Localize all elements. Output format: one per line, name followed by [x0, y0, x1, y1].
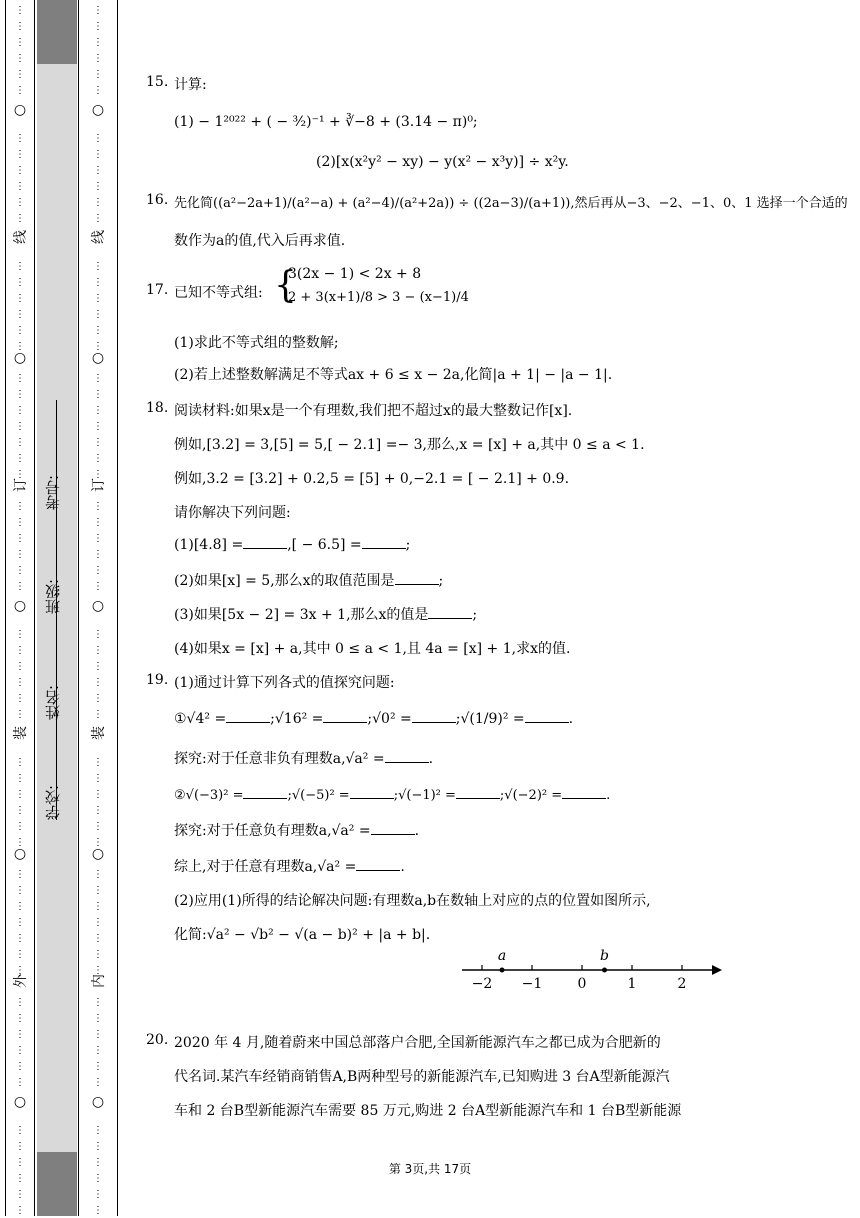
inner-cut-char: 订 — [91, 478, 107, 492]
outer-dot: ⋮ — [15, 1173, 25, 1184]
answer-blank[interactable] — [412, 710, 456, 723]
outer-dot: ⋮ — [15, 293, 25, 304]
exam-number-label: 考号: — [44, 474, 62, 510]
outer-dot: ⋮ — [15, 85, 25, 96]
outer-dot: ⋮ — [15, 21, 25, 32]
inner-dot: ⋮ — [93, 1061, 103, 1072]
inner-dot: ⋮ — [93, 757, 103, 768]
inner-dot: ⋮ — [93, 1205, 103, 1216]
inner-dot: ⋮ — [93, 1125, 103, 1136]
outer-dot: ⋮ — [15, 261, 25, 272]
question-19-explore-1: 探究:对于任意非负有理数a,√a² = . — [174, 751, 434, 767]
question-number: 16. — [146, 192, 169, 208]
inner-dot: ⋮ — [93, 837, 103, 848]
inner-dot: ⋮ — [93, 501, 103, 512]
outer-circle-mark: ○ — [13, 350, 27, 366]
inner-circle-mark: ○ — [91, 1094, 105, 1110]
question-18-line-3: 例如,3.2 = [3.2] + 0.2,5 = [5] + 0,−2.1 = [ − 2.1] + 0.9. — [174, 471, 570, 487]
inner-dot: ⋮ — [93, 693, 103, 704]
inner-dot: ⋮ — [93, 933, 103, 944]
outer-dot: ⋮ — [15, 69, 25, 80]
inner-dot: ⋮ — [93, 629, 103, 640]
outer-cut-char: 线 — [13, 230, 29, 244]
outer-cut-char: 订 — [13, 478, 29, 492]
inner-dot: ⋮ — [93, 869, 103, 880]
outer-dot: ⋮ — [15, 165, 25, 176]
inner-dot: ⋮ — [93, 37, 103, 48]
answer-blank[interactable] — [525, 710, 569, 723]
question-17-part-2: (2)若上述整数解满足不等式ax + 6 ≤ x − 2a,化简|a + 1| − |a − 1|. — [174, 367, 613, 383]
point-b-dot — [602, 968, 607, 973]
outer-dot: ⋮ — [15, 453, 25, 464]
outer-dot: ⋮ — [15, 789, 25, 800]
question-number: 18. — [146, 400, 169, 416]
class-label: 班级: — [44, 578, 62, 614]
outer-dot: ⋮ — [15, 341, 25, 352]
outer-dot: ⋮ — [15, 1125, 25, 1136]
outer-dot: ⋮ — [15, 885, 25, 896]
inner-dot: ⋮ — [93, 1173, 103, 1184]
answer-blank[interactable] — [243, 536, 287, 549]
inequality-2: 2 + 3(x+1)/8 > 3 − (x−1)/4 — [288, 290, 469, 305]
outer-dot: ⋮ — [15, 1045, 25, 1056]
inner-dot: ⋮ — [93, 789, 103, 800]
binding-margin — [0, 0, 118, 1216]
outer-dot: ⋮ — [15, 1157, 25, 1168]
axis-tick-label: 2 — [677, 976, 687, 992]
outer-dot: ⋮ — [15, 213, 25, 224]
outer-dot: ⋮ — [15, 997, 25, 1008]
inequality-1: 3(2x − 1) < 2x + 8 — [288, 266, 422, 282]
outer-dot: ⋮ — [15, 901, 25, 912]
outer-dot: ⋮ — [15, 277, 25, 288]
inner-dot: ⋮ — [93, 309, 103, 320]
outer-dot: ⋮ — [15, 1061, 25, 1072]
outer-cut-char: 外 — [13, 974, 29, 988]
inner-dot: ⋮ — [93, 261, 103, 272]
outer-dot: ⋮ — [15, 1029, 25, 1040]
answer-blank[interactable] — [371, 822, 415, 835]
outer-circle-mark: ○ — [13, 846, 27, 862]
outer-circle-mark: ○ — [13, 1094, 27, 1110]
inner-dot: ⋮ — [93, 69, 103, 80]
inner-dot: ⋮ — [93, 917, 103, 928]
question-number: 17. — [146, 282, 169, 298]
outer-dot: ⋮ — [15, 469, 25, 480]
inner-dot: ⋮ — [93, 85, 103, 96]
inner-dot: ⋮ — [93, 1045, 103, 1056]
outer-dot: ⋮ — [15, 53, 25, 64]
outer-dot: ⋮ — [15, 661, 25, 672]
question-16-line-1: 先化简((a²−2a+1)/(a²−a) + (a²−4)/(a²+2a)) ÷ ((2a−3)/(a+1)),然后再从−3、−2、−1、0、1 选择一个合适的 — [174, 196, 848, 211]
outer-dot: ⋮ — [15, 805, 25, 816]
inner-dot: ⋮ — [93, 805, 103, 816]
inner-circle-mark: ○ — [91, 102, 105, 118]
answer-blank[interactable] — [356, 858, 400, 871]
inner-cut-char: 线 — [91, 230, 107, 244]
inner-dot: ⋮ — [93, 389, 103, 400]
inner-dot: ⋮ — [93, 949, 103, 960]
inner-dot: ⋮ — [93, 709, 103, 720]
question-15-part-2: (2)[x(x²y² − xy) − y(x² − x³y)] ÷ x²y. — [316, 154, 569, 170]
inner-circle-mark: ○ — [91, 350, 105, 366]
inner-dot: ⋮ — [93, 197, 103, 208]
outer-dot: ⋮ — [15, 1077, 25, 1088]
answer-blank[interactable] — [362, 536, 406, 549]
question-title: 计算: — [174, 77, 207, 93]
question-18-line-2: 例如,[3.2] = 3,[5] = 5,[ − 2.1] =− 3,那么,x = [x] + a,其中 0 ≤ a < 1. — [174, 437, 645, 453]
answer-blank[interactable] — [243, 786, 287, 799]
inner-dot: ⋮ — [93, 181, 103, 192]
outer-dot: ⋮ — [15, 869, 25, 880]
point-a-label: a — [497, 948, 507, 964]
inner-dot: ⋮ — [93, 885, 103, 896]
inner-dot: ⋮ — [93, 677, 103, 688]
question-17-lead: 已知不等式组: — [174, 285, 263, 301]
inner-dot: ⋮ — [93, 645, 103, 656]
inner-dot: ⋮ — [93, 549, 103, 560]
inner-dot: ⋮ — [93, 469, 103, 480]
axis-arrow — [712, 965, 722, 975]
outer-dot: ⋮ — [15, 325, 25, 336]
outer-circle-mark: ○ — [13, 598, 27, 614]
answer-blank[interactable] — [395, 572, 439, 585]
outer-circle-mark: ○ — [13, 102, 27, 118]
outer-dot: ⋮ — [15, 757, 25, 768]
inner-dot: ⋮ — [93, 53, 103, 64]
outer-dot: ⋮ — [15, 149, 25, 160]
answer-blank[interactable] — [428, 606, 472, 619]
axis-tick-label: 1 — [627, 976, 637, 992]
inner-dot: ⋮ — [93, 1189, 103, 1200]
outer-dot: ⋮ — [15, 501, 25, 512]
outer-dot: ⋮ — [15, 37, 25, 48]
outer-dot: ⋮ — [15, 389, 25, 400]
outer-dot: ⋮ — [15, 373, 25, 384]
answer-blank[interactable] — [350, 786, 394, 799]
inner-dot: ⋮ — [93, 533, 103, 544]
outer-dot: ⋮ — [15, 693, 25, 704]
question-19-row-1: ①√4² = ;√16² = ;√0² = ;√(1/9)² = . — [174, 711, 574, 727]
inner-dot: ⋮ — [93, 1013, 103, 1024]
answer-blank[interactable] — [226, 710, 270, 723]
inner-dot: ⋮ — [93, 293, 103, 304]
question-20-line-3: 车和 2 台B型新能源汽车需要 85 万元,购进 2 台A型新能源汽车和 1 台B型新能源 — [174, 1103, 682, 1119]
question-19-explore-2: 探究:对于任意负有理数a,√a² = . — [174, 823, 420, 839]
question-18-line-4: 请你解决下列问题: — [174, 505, 291, 521]
inner-cut-char: 装 — [91, 726, 107, 740]
axis-tick-label: 0 — [577, 976, 587, 992]
axis-tick-label: −2 — [471, 976, 493, 992]
outer-dot: ⋮ — [15, 965, 25, 976]
outer-dot: ⋮ — [15, 917, 25, 928]
outer-dot: ⋮ — [15, 581, 25, 592]
page-footer: 第 3页,共 17页 — [388, 1162, 472, 1176]
inner-dot: ⋮ — [93, 1029, 103, 1040]
inner-dot: ⋮ — [93, 437, 103, 448]
question-18-part-2: (2)如果[x] = 5,那么x的取值范围是 ; — [174, 573, 444, 589]
name-label: 姓名: — [44, 684, 62, 720]
question-number: 20. — [146, 1032, 169, 1048]
inner-dot: ⋮ — [93, 1157, 103, 1168]
inner-dot: ⋮ — [93, 565, 103, 576]
question-20-line-1: 2020 年 4 月,随着蔚来中国总部落户合肥,全国新能源汽车之都已成为合肥新的 — [174, 1035, 661, 1051]
axis-points — [498, 948, 609, 973]
inner-dot: ⋮ — [93, 581, 103, 592]
inner-circle-mark: ○ — [91, 846, 105, 862]
question-15-part-1: (1) − 1²⁰²² + ( − ³⁄₂)⁻¹ + ∛−8 + (3.14 − π)⁰; — [174, 114, 478, 130]
outer-dot: ⋮ — [15, 309, 25, 320]
outer-dot: ⋮ — [15, 1141, 25, 1152]
inner-dot: ⋮ — [93, 965, 103, 976]
outer-dot: ⋮ — [15, 949, 25, 960]
inner-dot: ⋮ — [93, 661, 103, 672]
question-17-part-1: (1)求此不等式组的整数解; — [174, 335, 339, 351]
outer-dot: ⋮ — [15, 773, 25, 784]
question-16-line-2: 数作为a的值,代入后再求值. — [174, 233, 346, 249]
outer-dot: ⋮ — [15, 1013, 25, 1024]
outer-dot: ⋮ — [15, 517, 25, 528]
question-19-summary: 综上,对于任意有理数a,√a² = . — [174, 859, 405, 875]
point-a-dot — [500, 968, 505, 973]
question-18-part-4: (4)如果x = [x] + a,其中 0 ≤ a < 1,且 4a = [x] + 1,求x的值. — [174, 641, 571, 657]
inner-dot: ⋮ — [93, 517, 103, 528]
outer-dot: ⋮ — [15, 837, 25, 848]
outer-cut-char: 装 — [13, 726, 29, 740]
inner-dot: ⋮ — [93, 997, 103, 1008]
answer-blank[interactable] — [456, 786, 500, 799]
outer-dot: ⋮ — [15, 437, 25, 448]
outer-dot: ⋮ — [15, 405, 25, 416]
outer-dot: ⋮ — [15, 533, 25, 544]
question-18-part-1: (1)[4.8] = ,[ − 6.5] = ; — [174, 537, 411, 553]
question-19-row-2: ②√(−3)² = ;√(−5)² = ;√(−1)² = ;√(−2)² = . — [174, 788, 611, 803]
margin-dark-block-top — [37, 0, 77, 64]
question-18-line-1: 阅读材料:如果x是一个有理数,我们把不超过x的最大整数记作[x]. — [174, 403, 573, 419]
inner-dot: ⋮ — [93, 341, 103, 352]
info-fill-line — [56, 400, 58, 820]
outer-dot: ⋮ — [15, 677, 25, 688]
answer-blank[interactable] — [323, 710, 367, 723]
inner-dot: ⋮ — [93, 133, 103, 144]
question-19-line-2: (2)应用(1)所得的结论解决问题:有理数a,b在数轴上对应的点的位置如图所示, — [174, 893, 651, 909]
question-18-part-3: (3)如果[5x − 2] = 3x + 1,那么x的值是 ; — [174, 607, 478, 623]
inner-dot: ⋮ — [93, 453, 103, 464]
outer-dot: ⋮ — [15, 181, 25, 192]
inner-dot: ⋮ — [93, 901, 103, 912]
outer-dot: ⋮ — [15, 645, 25, 656]
outer-dot: ⋮ — [15, 1189, 25, 1200]
inner-dot: ⋮ — [93, 773, 103, 784]
outer-dot: ⋮ — [15, 421, 25, 432]
inner-dot: ⋮ — [93, 5, 103, 16]
inner-dot: ⋮ — [93, 325, 103, 336]
question-number: 15. — [146, 74, 169, 90]
question-19-line-3: 化简:√a² − √b² − √(a − b)² + |a + b|. — [174, 927, 431, 943]
outer-dot: ⋮ — [15, 709, 25, 720]
point-b-label: b — [600, 948, 609, 964]
question-20-line-2: 代名词.某汽车经销商销售A,B两种型号的新能源汽车,已知购进 3 台A型新能源汽 — [174, 1069, 670, 1085]
outer-dot: ⋮ — [15, 933, 25, 944]
axis-tick-label: −1 — [521, 976, 543, 992]
system-brace: { — [274, 265, 297, 306]
answer-blank[interactable] — [385, 750, 429, 763]
outer-dot: ⋮ — [15, 549, 25, 560]
inner-dot: ⋮ — [93, 1141, 103, 1152]
answer-blank[interactable] — [562, 786, 606, 799]
question-19-line-1: (1)通过计算下列各式的值探究问题: — [174, 675, 395, 691]
inner-dot: ⋮ — [93, 213, 103, 224]
outer-dot: ⋮ — [15, 629, 25, 640]
outer-dot: ⋮ — [15, 5, 25, 16]
inner-dot: ⋮ — [93, 421, 103, 432]
inner-dot: ⋮ — [93, 149, 103, 160]
inner-dot: ⋮ — [93, 405, 103, 416]
outer-dot: ⋮ — [15, 1205, 25, 1216]
number-line-figure — [460, 948, 730, 998]
question-number: 19. — [146, 672, 169, 688]
inner-dot: ⋮ — [93, 1077, 103, 1088]
outer-dot: ⋮ — [15, 133, 25, 144]
inner-dot: ⋮ — [93, 21, 103, 32]
outer-dot: ⋮ — [15, 565, 25, 576]
inner-dot: ⋮ — [93, 373, 103, 384]
inner-circle-mark: ○ — [91, 598, 105, 614]
outer-dot: ⋮ — [15, 197, 25, 208]
outer-dot: ⋮ — [15, 821, 25, 832]
inner-dot: ⋮ — [93, 165, 103, 176]
inner-dot: ⋮ — [93, 821, 103, 832]
inner-dot: ⋮ — [93, 277, 103, 288]
inner-cut-char: 内 — [91, 974, 107, 988]
school-label: 学校: — [44, 784, 62, 820]
